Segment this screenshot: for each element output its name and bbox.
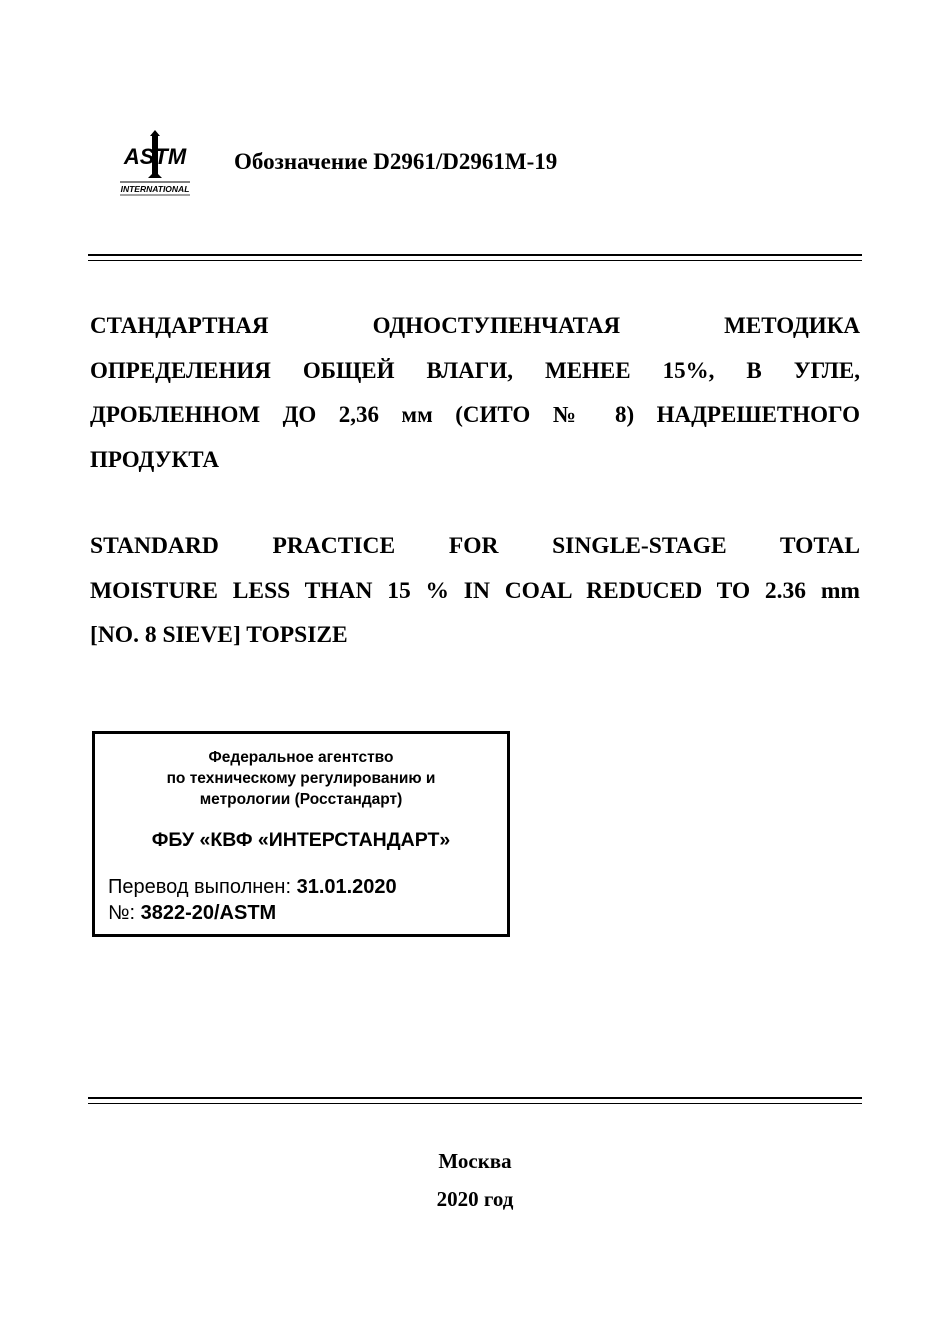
logo-text-top: ASTM xyxy=(123,144,187,169)
title-en-line: MOISTURE LESS THAN 15 % IN COAL REDUCED TO 2.36 mm xyxy=(90,577,860,604)
title-russian xyxy=(90,304,860,482)
astm-logo xyxy=(112,124,198,198)
number-suffix: /ASTM xyxy=(213,902,277,924)
title-en-line: STANDARD PRACTICE FOR SINGLE-STAGE TOTAL xyxy=(90,533,860,559)
top-divider xyxy=(88,254,862,261)
number-label: №: xyxy=(108,902,141,924)
footer-year: 2020 год xyxy=(436,1187,514,1211)
title-english xyxy=(90,524,860,658)
translation-label: Перевод выполнен: xyxy=(108,876,297,898)
bottom-divider xyxy=(88,1097,862,1104)
stamp-translation-line xyxy=(108,876,397,899)
number-value: 3822-20 xyxy=(140,902,214,924)
stamp-organization: ФБУ «КВФ «ИНТЕРСТАНДАРТ» xyxy=(151,829,451,851)
footer-city: Москва xyxy=(438,1149,512,1173)
stamp-agency: Федеральное агентство по техническому регулированию и метрологии (Росстандарт) xyxy=(166,749,436,808)
title-ru-line: ОПРЕДЕЛЕНИЯ ОБЩЕЙ ВЛАГИ, МЕНЕЕ 15%, В УГЛЕ, xyxy=(90,357,860,383)
title-ru-line: СТАНДАРТНАЯ ОДНОСТУПЕНЧАТАЯ МЕТОДИКА xyxy=(90,313,860,338)
title-ru-line: ДРОБЛЕННОМ ДО 2,36 мм (СИТО № 8) НАДРЕШЕТНОГО xyxy=(90,402,860,427)
logo-text-bottom: INTERNATIONAL xyxy=(120,184,190,194)
title-en-line: [NO. 8 SIEVE] TOPSIZE xyxy=(90,622,348,648)
translation-stamp xyxy=(92,731,510,937)
title-ru-line: ПРОДУКТА xyxy=(90,446,220,472)
translation-date: 31.01.2020 xyxy=(296,876,397,898)
document-designation: Обозначение D2961/D2961M-19 xyxy=(234,149,558,174)
stamp-number-line xyxy=(108,902,276,925)
